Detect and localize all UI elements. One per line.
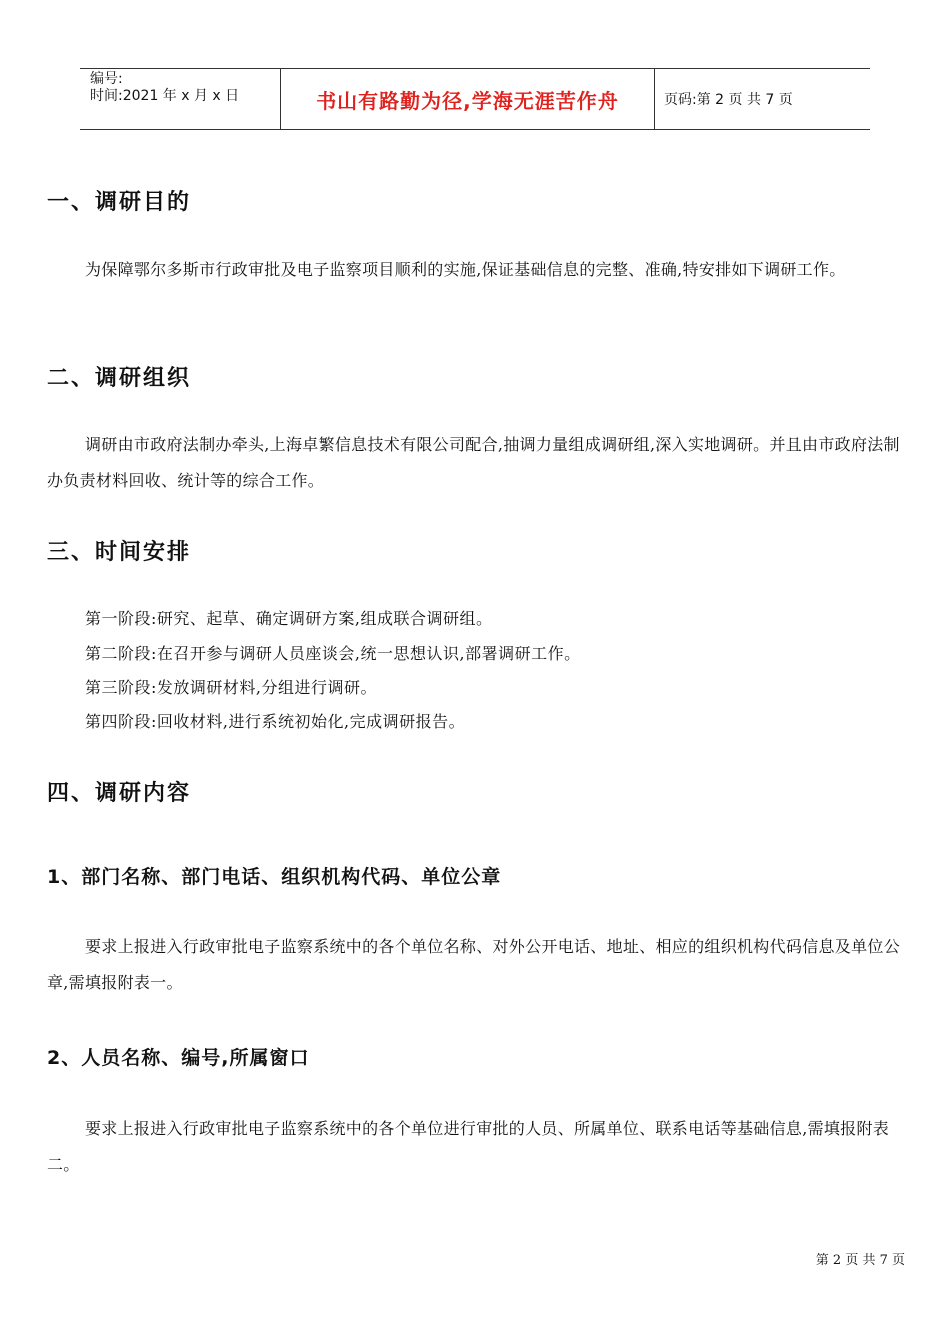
document-number-label: 编号: [90,71,123,87]
header-page-number: 页码:第 2 页 共 7 页 [664,92,793,108]
subsection-text-department: 要求上报进入行政审批电子监察系统中的各个单位名称、对外公开电话、地址、相应的组织机构代码信息及单位公章,需填报附表一。 [47,937,901,992]
header-meta [80,69,281,129]
page-header [80,68,870,130]
schedule-stage-2: 第二阶段:在召开参与调研人员座谈会,统一思想认识,部署调研工作。 [85,644,581,663]
schedule-stage-3: 第三阶段:发放调研材料,分组进行调研。 [85,678,377,697]
subsection-text-personnel: 要求上报进入行政审批电子监察系统中的各个单位进行审批的人员、所属单位、联系电话等基础信息,需填报附表二。 [47,1119,890,1174]
section-title-schedule: 三、时间安排 [47,540,192,565]
footer-page-number: 第 2 页 共 7 页 [815,1253,905,1268]
schedule-stage-1: 第一阶段:研究、起草、确定调研方案,组成联合调研组。 [85,609,493,628]
document-time-label: 时间:2021 年 x 月 x 日 [90,88,240,104]
subsection-title-department: 1、部门名称、部门电话、组织机构代码、单位公章 [47,866,502,888]
section-title-organization: 二、调研组织 [47,366,192,391]
section-title-content: 四、调研内容 [47,781,192,806]
header-motto: 书山有路勤为径,学海无涯苦作舟 [281,69,655,129]
schedule-stage-4: 第四阶段:回收材料,进行系统初始化,完成调研报告。 [85,712,466,731]
section-text-purpose: 为保障鄂尔多斯市行政审批及电子监察项目顺利的实施,保证基础信息的完整、准确,特安排如下调研工作。 [85,260,846,279]
section-title-purpose: 一、调研目的 [47,190,192,215]
subsection-title-personnel: 2、人员名称、编号,所属窗口 [47,1047,310,1069]
section-text-organization: 调研由市政府法制办牵头,上海卓繁信息技术有限公司配合,抽调力量组成调研组,深入实地调研。并且由市政府法制办负责材料回收、统计等的综合工作。 [47,435,900,490]
